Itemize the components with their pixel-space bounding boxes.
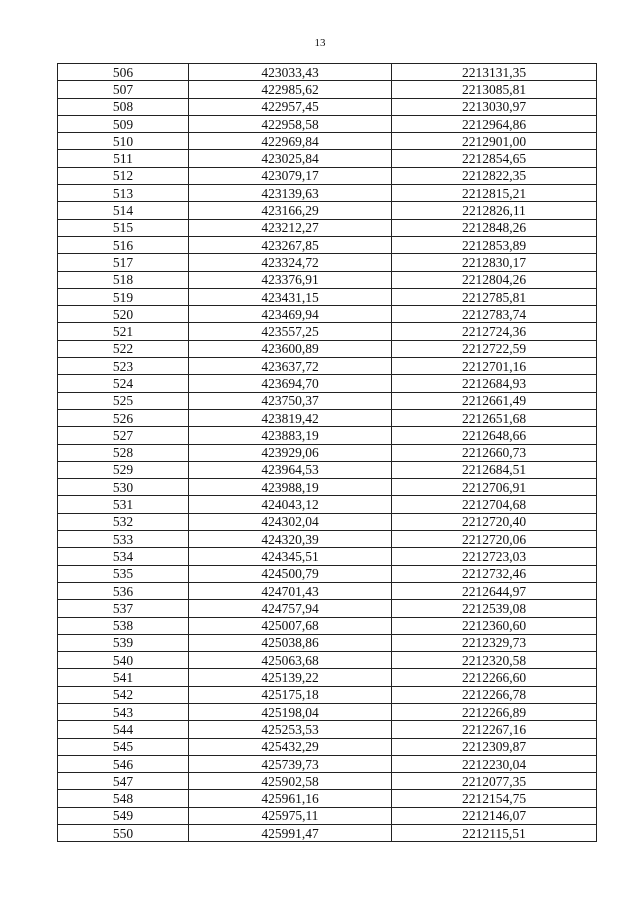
point-number-cell: 516: [58, 236, 189, 253]
x-coordinate-cell: 422957,45: [189, 98, 392, 115]
table-row: [58, 461, 597, 478]
y-coordinate-cell: 2213131,35: [392, 64, 597, 81]
point-number-cell: 546: [58, 755, 189, 772]
point-number-cell: 521: [58, 323, 189, 340]
y-coordinate-cell: 2212724,36: [392, 323, 597, 340]
table-row: [58, 617, 597, 634]
point-number-cell: 511: [58, 150, 189, 167]
y-coordinate-cell: 2212266,78: [392, 686, 597, 703]
y-coordinate-cell: 2212648,66: [392, 427, 597, 444]
x-coordinate-cell: 424320,39: [189, 531, 392, 548]
y-coordinate-cell: 2212853,89: [392, 236, 597, 253]
table-row: [58, 773, 597, 790]
table-row: [58, 755, 597, 772]
y-coordinate-cell: 2212266,60: [392, 669, 597, 686]
coordinates-table-body: [58, 64, 597, 842]
x-coordinate-cell: 423431,15: [189, 288, 392, 305]
y-coordinate-cell: 2212644,97: [392, 582, 597, 599]
point-number-cell: 542: [58, 686, 189, 703]
table-row: [58, 513, 597, 530]
table-row: [58, 98, 597, 115]
table-row: [58, 669, 597, 686]
table-row: [58, 219, 597, 236]
table-row: [58, 565, 597, 582]
x-coordinate-cell: 425432,29: [189, 738, 392, 755]
table-row: [58, 133, 597, 150]
point-number-cell: 519: [58, 288, 189, 305]
y-coordinate-cell: 2212320,58: [392, 652, 597, 669]
table-row: [58, 600, 597, 617]
point-number-cell: 524: [58, 375, 189, 392]
x-coordinate-cell: 425063,68: [189, 652, 392, 669]
x-coordinate-cell: 422985,62: [189, 81, 392, 98]
y-coordinate-cell: 2212722,59: [392, 340, 597, 357]
point-number-cell: 545: [58, 738, 189, 755]
point-number-cell: 527: [58, 427, 189, 444]
point-number-cell: 525: [58, 392, 189, 409]
point-number-cell: 543: [58, 703, 189, 720]
table-row: [58, 150, 597, 167]
x-coordinate-cell: 423267,85: [189, 236, 392, 253]
x-coordinate-cell: 423033,43: [189, 64, 392, 81]
table-row: [58, 479, 597, 496]
y-coordinate-cell: 2212146,07: [392, 807, 597, 824]
y-coordinate-cell: 2212360,60: [392, 617, 597, 634]
y-coordinate-cell: 2212723,03: [392, 548, 597, 565]
table-row: [58, 634, 597, 651]
y-coordinate-cell: 2212720,40: [392, 513, 597, 530]
x-coordinate-cell: 425253,53: [189, 721, 392, 738]
y-coordinate-cell: 2212684,93: [392, 375, 597, 392]
y-coordinate-cell: 2212964,86: [392, 115, 597, 132]
y-coordinate-cell: 2212704,68: [392, 496, 597, 513]
point-number-cell: 530: [58, 479, 189, 496]
y-coordinate-cell: 2212077,35: [392, 773, 597, 790]
x-coordinate-cell: 423025,84: [189, 150, 392, 167]
x-coordinate-cell: 422969,84: [189, 133, 392, 150]
table-row: [58, 306, 597, 323]
point-number-cell: 550: [58, 825, 189, 842]
x-coordinate-cell: 422958,58: [189, 115, 392, 132]
table-row: [58, 825, 597, 842]
point-number-cell: 520: [58, 306, 189, 323]
table-row: [58, 288, 597, 305]
coordinates-table: [57, 63, 597, 842]
table-row: [58, 703, 597, 720]
y-coordinate-cell: 2212651,68: [392, 409, 597, 426]
x-coordinate-cell: 423600,89: [189, 340, 392, 357]
x-coordinate-cell: 424500,79: [189, 565, 392, 582]
point-number-cell: 528: [58, 444, 189, 461]
y-coordinate-cell: 2212154,75: [392, 790, 597, 807]
table-row: [58, 686, 597, 703]
x-coordinate-cell: 423469,94: [189, 306, 392, 323]
point-number-cell: 547: [58, 773, 189, 790]
y-coordinate-cell: 2212854,65: [392, 150, 597, 167]
y-coordinate-cell: 2212115,51: [392, 825, 597, 842]
x-coordinate-cell: 423376,91: [189, 271, 392, 288]
y-coordinate-cell: 2212539,08: [392, 600, 597, 617]
x-coordinate-cell: 425175,18: [189, 686, 392, 703]
point-number-cell: 544: [58, 721, 189, 738]
point-number-cell: 529: [58, 461, 189, 478]
y-coordinate-cell: 2212684,51: [392, 461, 597, 478]
x-coordinate-cell: 425038,86: [189, 634, 392, 651]
y-coordinate-cell: 2212783,74: [392, 306, 597, 323]
table-row: [58, 167, 597, 184]
table-row: [58, 582, 597, 599]
table-row: [58, 531, 597, 548]
y-coordinate-cell: 2212329,73: [392, 634, 597, 651]
point-number-cell: 517: [58, 254, 189, 271]
table-row: [58, 202, 597, 219]
table-row: [58, 738, 597, 755]
table-row: [58, 790, 597, 807]
table-row: [58, 807, 597, 824]
point-number-cell: 533: [58, 531, 189, 548]
x-coordinate-cell: 424302,04: [189, 513, 392, 530]
point-number-cell: 506: [58, 64, 189, 81]
x-coordinate-cell: 424043,12: [189, 496, 392, 513]
table-row: [58, 444, 597, 461]
point-number-cell: 537: [58, 600, 189, 617]
table-row: [58, 496, 597, 513]
x-coordinate-cell: 423324,72: [189, 254, 392, 271]
x-coordinate-cell: 425991,47: [189, 825, 392, 842]
x-coordinate-cell: 423819,42: [189, 409, 392, 426]
y-coordinate-cell: 2213085,81: [392, 81, 597, 98]
y-coordinate-cell: 2212720,06: [392, 531, 597, 548]
x-coordinate-cell: 424701,43: [189, 582, 392, 599]
y-coordinate-cell: 2212661,49: [392, 392, 597, 409]
table-row: [58, 64, 597, 81]
point-number-cell: 510: [58, 133, 189, 150]
point-number-cell: 523: [58, 358, 189, 375]
point-number-cell: 549: [58, 807, 189, 824]
table-row: [58, 185, 597, 202]
table-row: [58, 236, 597, 253]
x-coordinate-cell: 423964,53: [189, 461, 392, 478]
point-number-cell: 522: [58, 340, 189, 357]
y-coordinate-cell: 2212732,46: [392, 565, 597, 582]
y-coordinate-cell: 2212826,11: [392, 202, 597, 219]
table-row: [58, 721, 597, 738]
table-row: [58, 81, 597, 98]
point-number-cell: 513: [58, 185, 189, 202]
point-number-cell: 541: [58, 669, 189, 686]
x-coordinate-cell: 423139,63: [189, 185, 392, 202]
x-coordinate-cell: 425902,58: [189, 773, 392, 790]
point-number-cell: 548: [58, 790, 189, 807]
y-coordinate-cell: 2212830,17: [392, 254, 597, 271]
point-number-cell: 536: [58, 582, 189, 599]
table-row: [58, 375, 597, 392]
y-coordinate-cell: 2212660,73: [392, 444, 597, 461]
point-number-cell: 531: [58, 496, 189, 513]
x-coordinate-cell: 423212,27: [189, 219, 392, 236]
point-number-cell: 507: [58, 81, 189, 98]
table-row: [58, 271, 597, 288]
table-row: [58, 254, 597, 271]
table-row: [58, 409, 597, 426]
point-number-cell: 534: [58, 548, 189, 565]
table-row: [58, 548, 597, 565]
x-coordinate-cell: 425198,04: [189, 703, 392, 720]
x-coordinate-cell: 424345,51: [189, 548, 392, 565]
y-coordinate-cell: 2212848,26: [392, 219, 597, 236]
point-number-cell: 539: [58, 634, 189, 651]
x-coordinate-cell: 425975,11: [189, 807, 392, 824]
x-coordinate-cell: 423929,06: [189, 444, 392, 461]
point-number-cell: 532: [58, 513, 189, 530]
table-row: [58, 358, 597, 375]
x-coordinate-cell: 423988,19: [189, 479, 392, 496]
x-coordinate-cell: 425139,22: [189, 669, 392, 686]
x-coordinate-cell: 423694,70: [189, 375, 392, 392]
y-coordinate-cell: 2212309,87: [392, 738, 597, 755]
y-coordinate-cell: 2212804,26: [392, 271, 597, 288]
y-coordinate-cell: 2212230,04: [392, 755, 597, 772]
y-coordinate-cell: 2212267,16: [392, 721, 597, 738]
y-coordinate-cell: 2212815,21: [392, 185, 597, 202]
point-number-cell: 518: [58, 271, 189, 288]
point-number-cell: 540: [58, 652, 189, 669]
x-coordinate-cell: 423883,19: [189, 427, 392, 444]
y-coordinate-cell: 2212701,16: [392, 358, 597, 375]
point-number-cell: 508: [58, 98, 189, 115]
y-coordinate-cell: 2212785,81: [392, 288, 597, 305]
table-row: [58, 652, 597, 669]
x-coordinate-cell: 423637,72: [189, 358, 392, 375]
table-row: [58, 392, 597, 409]
point-number-cell: 512: [58, 167, 189, 184]
x-coordinate-cell: 423166,29: [189, 202, 392, 219]
point-number-cell: 538: [58, 617, 189, 634]
x-coordinate-cell: 423557,25: [189, 323, 392, 340]
point-number-cell: 509: [58, 115, 189, 132]
table-row: [58, 115, 597, 132]
y-coordinate-cell: 2213030,97: [392, 98, 597, 115]
point-number-cell: 526: [58, 409, 189, 426]
table-row: [58, 323, 597, 340]
table-row: [58, 340, 597, 357]
y-coordinate-cell: 2212706,91: [392, 479, 597, 496]
x-coordinate-cell: 423750,37: [189, 392, 392, 409]
x-coordinate-cell: 425961,16: [189, 790, 392, 807]
x-coordinate-cell: 423079,17: [189, 167, 392, 184]
point-number-cell: 514: [58, 202, 189, 219]
x-coordinate-cell: 425007,68: [189, 617, 392, 634]
point-number-cell: 535: [58, 565, 189, 582]
x-coordinate-cell: 425739,73: [189, 755, 392, 772]
x-coordinate-cell: 424757,94: [189, 600, 392, 617]
y-coordinate-cell: 2212822,35: [392, 167, 597, 184]
table-row: [58, 427, 597, 444]
y-coordinate-cell: 2212901,00: [392, 133, 597, 150]
point-number-cell: 515: [58, 219, 189, 236]
page-number: 13: [314, 37, 326, 49]
y-coordinate-cell: 2212266,89: [392, 703, 597, 720]
